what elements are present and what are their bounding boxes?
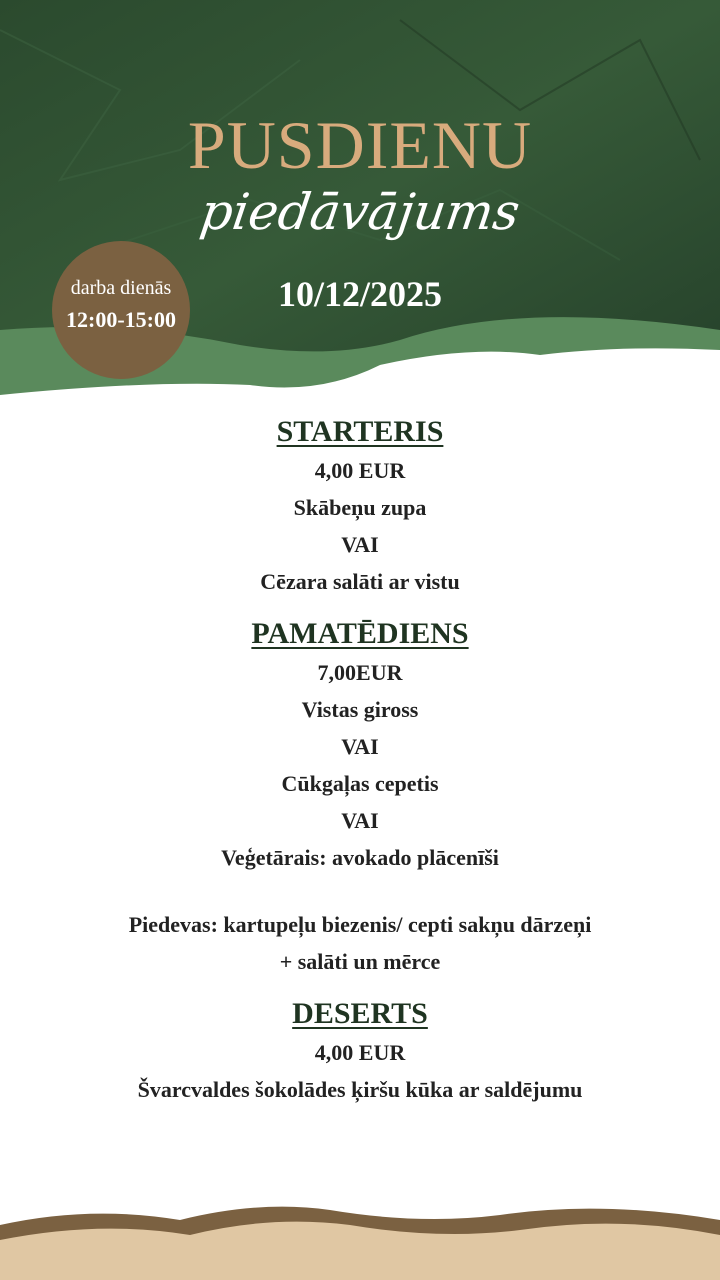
menu-item: Cēzara salāti ar vistu [260,569,460,594]
or-separator: VAI [341,532,379,557]
menu-date: 10/12/2025 [277,274,442,314]
section-title: STARTERIS [276,415,444,448]
section-main [0,614,720,980]
starter-price: 4,00 EUR [314,458,406,483]
badge-days: darba dienās [70,277,172,299]
badge-hours: 12:00-15:00 [66,307,176,332]
menu-item: Veģetārais: avokado plācenīši [221,845,499,870]
hours-badge [52,241,190,379]
menu-body [0,412,720,1122]
sides-line: + salāti un mērce [279,949,441,974]
footer-wave [0,1195,720,1280]
section-title: DESERTS [292,997,428,1030]
section-title: PAMATĒDIENS [251,617,469,650]
section-dessert [0,994,720,1108]
page-title: PUSDIENU [187,107,533,183]
or-separator: VAI [341,734,379,759]
main-price: 7,00EUR [317,660,403,685]
menu-item: Cūkgaļas cepetis [281,771,439,796]
menu-item: Skābeņu zupa [293,495,427,520]
dessert-price: 4,00 EUR [314,1040,406,1065]
menu-item: Švarcvaldes šokolādes ķiršu kūka ar saldējumu [137,1077,583,1102]
page-subtitle: piedāvājums [196,183,524,241]
sides-line: Piedevas: kartupeļu biezenis/ cepti sakņu dārzeņi [128,912,592,937]
section-starter [0,412,720,600]
header-banner [0,0,720,400]
or-separator: VAI [341,808,379,833]
menu-item: Vistas giross [301,697,419,722]
